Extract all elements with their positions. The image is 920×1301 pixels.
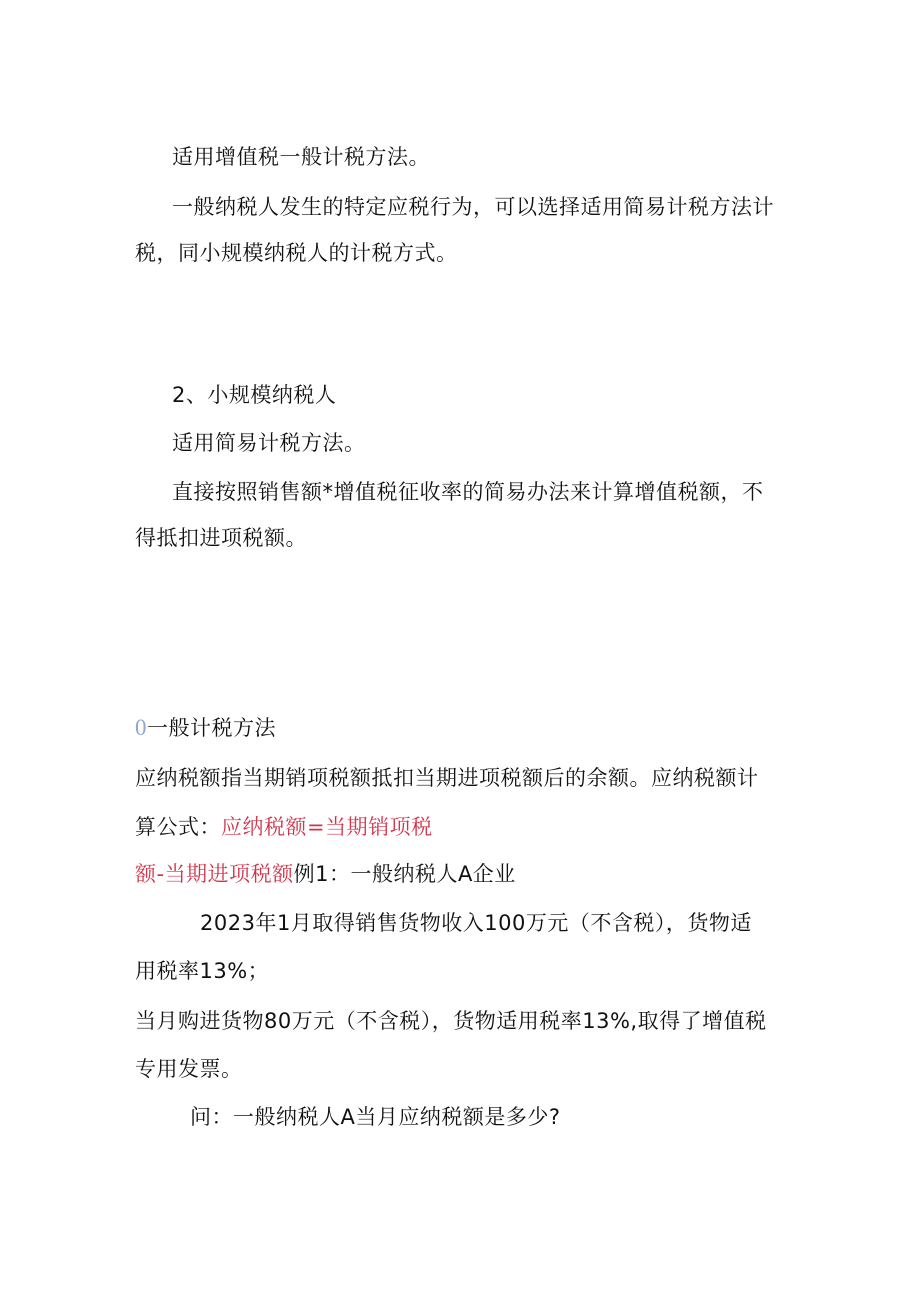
formula-part1: 应纳税额=当期销项税 bbox=[221, 815, 433, 839]
section2-line1: 适用简易计税方法。 bbox=[172, 431, 366, 455]
question-line: 问：一般纳税人A当月应纳税额是多少? bbox=[190, 1105, 561, 1129]
section2-heading: 2、小规模纳税人 bbox=[172, 383, 337, 407]
section2-line2: 直接按照销售额*增值税征收率的简易办法来计算增值税额，不 bbox=[172, 480, 764, 504]
example-line1: 2023年1月取得销售货物收入100万元（不含税），货物适 bbox=[200, 911, 752, 935]
example-label: 例1：一般纳税人A企业 bbox=[293, 862, 516, 886]
formula-prefix: 算公式： bbox=[135, 815, 221, 839]
formula-line2 bbox=[135, 859, 516, 889]
example-line4: 专用发票。 bbox=[135, 1057, 243, 1081]
para1-line2: 一般纳税人发生的特定应税行为，可以选择适用简易计税方法计 bbox=[172, 195, 774, 219]
section3-heading-number: 0 bbox=[135, 715, 147, 740]
definition-line2 bbox=[135, 812, 433, 842]
example-line2: 用税率13%； bbox=[135, 959, 270, 983]
example-line3: 当月购进货物80万元（不含税），货物适用税率13%,取得了增值税 bbox=[135, 1009, 767, 1033]
definition-line1: 应纳税额指当期销项税额抵扣当期进项税额后的余额。应纳税额计 bbox=[135, 766, 759, 790]
section3-heading bbox=[135, 713, 276, 743]
formula-part2: 额-当期进项税额 bbox=[135, 862, 294, 886]
section3-heading-text: 一般计税方法 bbox=[147, 716, 276, 740]
section2-line3: 得抵扣进项税额。 bbox=[135, 526, 307, 550]
para1-line3: 税，同小规模纳税人的计税方式。 bbox=[135, 241, 458, 265]
para1-line1: 适用增值税一般计税方法。 bbox=[172, 145, 430, 169]
